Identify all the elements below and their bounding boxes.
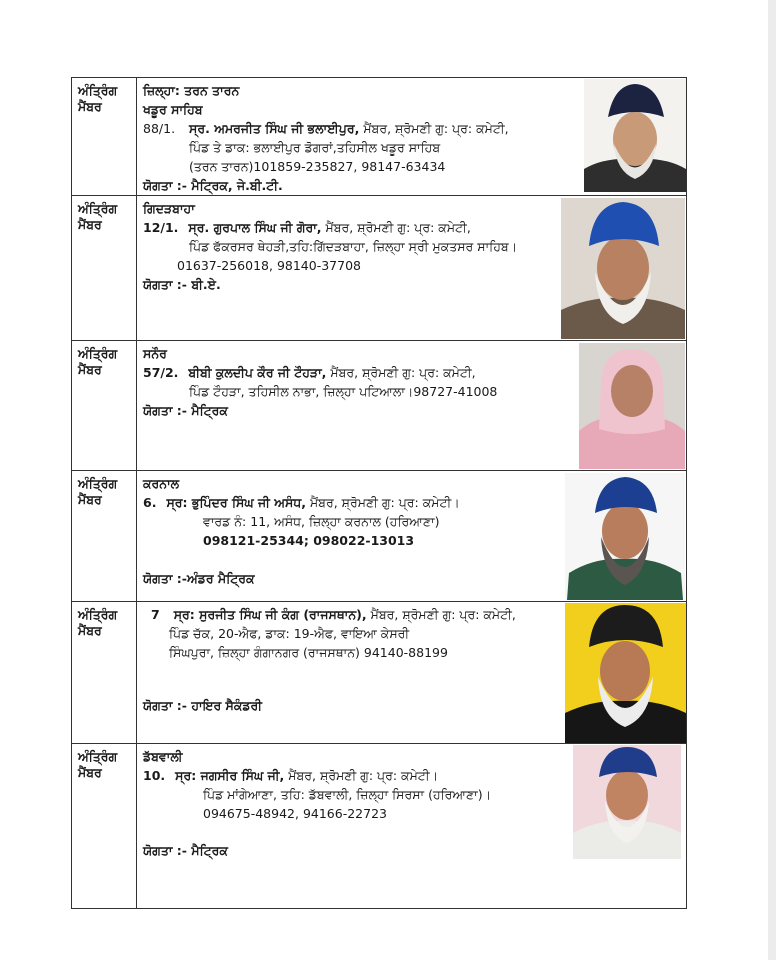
member-number: 12/1. bbox=[143, 220, 179, 235]
role-cell bbox=[72, 744, 137, 909]
role-line2: ਮੈਂਬਰ bbox=[78, 623, 102, 638]
member-row bbox=[72, 196, 687, 341]
member-address-2: ਸਿੰਘਪੁਰਾ, ਜ਼ਿਲ੍ਹਾ ਗੰਗਾਨਗਰ (ਰਾਜਸਥਾਨ) 94140-88199 bbox=[169, 645, 448, 660]
member-qualification: ਯੋਗਤਾ :- ਹਾਇਰ ਸੈਕੰਡਰੀ bbox=[143, 698, 263, 713]
members-table bbox=[71, 77, 687, 909]
info-cell bbox=[137, 341, 687, 471]
member-row bbox=[72, 78, 687, 196]
member-photo bbox=[573, 745, 681, 859]
member-number: 7 bbox=[151, 607, 160, 622]
member-name: ਸ੍ਰ. ਗੁਰਪਾਲ ਸਿੰਘ ਜੀ ਗੋਰਾ, bbox=[188, 220, 322, 235]
member-name: ਸ੍ਰ. ਅਮਰਜੀਤ ਸਿੰਘ ਜੀ ਭਲਾਈਪੁਰ, bbox=[189, 121, 360, 136]
member-address: ਪਿੰਡ ਮਾਂਗੇਆਣਾ, ਤਹਿ: ਡੱਬਵਾਲੀ, ਜ਼ਿਲ੍ਹਾ ਸਿਰਸਾ (ਹਰਿਆਣਾ)। bbox=[203, 787, 492, 802]
member-phone: 094675-48942, 94166-22723 bbox=[203, 806, 387, 821]
member-number: 88/1. bbox=[143, 121, 176, 136]
role-line2: ਮੈਂਬਰ bbox=[78, 765, 102, 780]
member-row bbox=[72, 341, 687, 471]
member-phone: 098121-25344; 098022-13013 bbox=[203, 533, 415, 548]
member-number: 10. bbox=[143, 768, 166, 783]
member-qualification: ਯੋਗਤਾ :- ਮੈਟ੍ਰਿਕ, ਜੇ.ਬੀ.ਟੀ. bbox=[143, 178, 283, 193]
role-line1: ਅੰਤ੍ਰਿੰਗ bbox=[78, 83, 118, 98]
role-cell bbox=[72, 78, 137, 196]
info-cell bbox=[137, 744, 687, 909]
member-name: ਸ੍ਰ: ਸੁਰਜੀਤ ਸਿੰਘ ਜੀ ਕੰਗ (ਰਾਜਸਥਾਨ), bbox=[173, 607, 367, 622]
member-row bbox=[72, 471, 687, 602]
member-photo bbox=[565, 603, 686, 743]
role-line2: ਮੈਂਬਰ bbox=[78, 362, 102, 377]
role-cell bbox=[72, 602, 137, 744]
info-cell bbox=[137, 471, 687, 602]
member-position: ਮੈਂਬਰ, ਸ਼੍ਰੋਮਣੀ ਗੁ: ਪ੍ਰ: ਕਮੇਟੀ, bbox=[370, 607, 516, 622]
role-line2: ਮੈਂਬਰ bbox=[78, 99, 102, 114]
role-line1: ਅੰਤ੍ਰਿੰਗ bbox=[78, 201, 118, 216]
info-cell bbox=[137, 196, 687, 341]
page-edge bbox=[768, 0, 776, 960]
member-row bbox=[72, 744, 687, 909]
role-line1: ਅੰਤ੍ਰਿੰਗ bbox=[78, 607, 118, 622]
member-qualification: ਯੋਗਤਾ :-ਅੰਡਰ ਮੈਟ੍ਰਿਕ bbox=[143, 571, 255, 586]
role-line2: ਮੈਂਬਰ bbox=[78, 492, 102, 507]
member-address: ਪਿੰਡ ਫੱਕਰਸਰ ਥੇਹੜੀ,ਤਹਿ:ਗਿੱਦੜਬਾਹਾ, ਜ਼ਿਲ੍ਹਾ ਸ੍ਰੀ ਮੁਕਤਸਰ ਸਾਹਿਬ। bbox=[189, 239, 518, 254]
member-position: ਮੈਂਬਰ, ਸ਼੍ਰੋਮਣੀ ਗੁ: ਪ੍ਰ: ਕਮੇਟੀ, bbox=[325, 220, 471, 235]
role-cell bbox=[72, 196, 137, 341]
member-address: ਪਿੰਡ ਚੱਕ, 20-ਐਫ, ਡਾਕ: 19-ਐਫ, ਵਾਇਆ ਕੇਸਰੀ bbox=[169, 626, 410, 641]
member-number: 57/2. bbox=[143, 365, 179, 380]
member-name: ਸ੍ਰ: ਜਗਸੀਰ ਸਿੰਘ ਜੀ, bbox=[175, 768, 285, 783]
district-label: ਡੱਬਵਾਲੀ bbox=[143, 749, 183, 764]
member-position: ਮੈਂਬਰ, ਸ਼੍ਰੋਮਣੀ ਗੁ: ਪ੍ਰ: ਕਮੇਟੀ, bbox=[330, 365, 476, 380]
role-line1: ਅੰਤ੍ਰਿੰਗ bbox=[78, 476, 118, 491]
member-position: ਮੈਂਬਰ, ਸ਼੍ਰੋਮਣੀ ਗੁ: ਪ੍ਰ: ਕਮੇਟੀ। bbox=[309, 495, 460, 510]
info-cell bbox=[137, 602, 687, 744]
role-cell bbox=[72, 471, 137, 602]
member-qualification: ਯੋਗਤਾ :- ਬੀ.ਏ. bbox=[143, 277, 221, 292]
member-photo bbox=[565, 473, 685, 600]
role-cell bbox=[72, 341, 137, 471]
subdistrict-label: ਖਡੂਰ ਸਾਹਿਬ bbox=[143, 102, 203, 117]
member-row bbox=[72, 602, 687, 744]
member-address-2: (ਤਰਨ ਤਾਰਨ)101859-235827, 98147-63434 bbox=[189, 159, 446, 174]
member-photo bbox=[561, 198, 685, 339]
role-line1: ਅੰਤ੍ਰਿੰਗ bbox=[78, 346, 118, 361]
district-label: ਸਨੌਰ bbox=[143, 346, 167, 361]
member-photo bbox=[584, 79, 686, 192]
member-address: ਵਾਰਡ ਨੰ: 11, ਅਸੰਧ, ਜ਼ਿਲ੍ਹਾ ਕਰਨਾਲ (ਹਰਿਆਣਾ) bbox=[203, 514, 440, 529]
member-position: ਮੈਂਬਰ, ਸ਼੍ਰੋਮਣੀ ਗੁ: ਪ੍ਰ: ਕਮੇਟੀ, bbox=[363, 121, 509, 136]
member-qualification: ਯੋਗਤਾ :- ਮੈਟ੍ਰਿਕ bbox=[143, 403, 228, 418]
role-line1: ਅੰਤ੍ਰਿੰਗ bbox=[78, 749, 118, 764]
member-number: 6. bbox=[143, 495, 157, 510]
member-photo bbox=[579, 343, 685, 469]
district-label: ਗਿਦੜਬਾਹਾ bbox=[143, 201, 195, 216]
member-address: ਪਿੰਡ ਤੇ ਡਾਕ: ਭਲਾਈਪੁਰ ਡੋਗਰਾਂ,ਤਹਿਸੀਲ ਖਡੂਰ ਸਾਹਿਬ bbox=[189, 140, 441, 155]
member-address: ਪਿੰਡ ਟੌਹੜਾ, ਤਹਿਸੀਲ ਨਾਭਾ, ਜ਼ਿਲ੍ਹਾ ਪਟਿਆਲਾ।98727-41008 bbox=[189, 384, 498, 399]
member-name: ਸ੍ਰ: ਭੁਪਿੰਦਰ ਸਿੰਘ ਜੀ ਅਸੰਧ, bbox=[166, 495, 306, 510]
district-label: ਜ਼ਿਲ੍ਹਾ: ਤਰਨ ਤਾਰਨ bbox=[143, 83, 240, 98]
member-name: ਬੀਬੀ ਕੁਲਦੀਪ ਕੌਰ ਜੀ ਟੌਹੜਾ, bbox=[188, 365, 327, 380]
member-phone: 01637-256018, 98140-37708 bbox=[177, 258, 361, 273]
district-label: ਕਰਨਾਲ bbox=[143, 476, 180, 491]
info-cell bbox=[137, 78, 687, 196]
member-qualification: ਯੋਗਤਾ :- ਮੈਟ੍ਰਿਕ bbox=[143, 843, 228, 858]
role-line2: ਮੈਂਬਰ bbox=[78, 217, 102, 232]
member-position: ਮੈਂਬਰ, ਸ਼੍ਰੋਮਣੀ ਗੁ: ਪ੍ਰ: ਕਮੇਟੀ। bbox=[288, 768, 439, 783]
